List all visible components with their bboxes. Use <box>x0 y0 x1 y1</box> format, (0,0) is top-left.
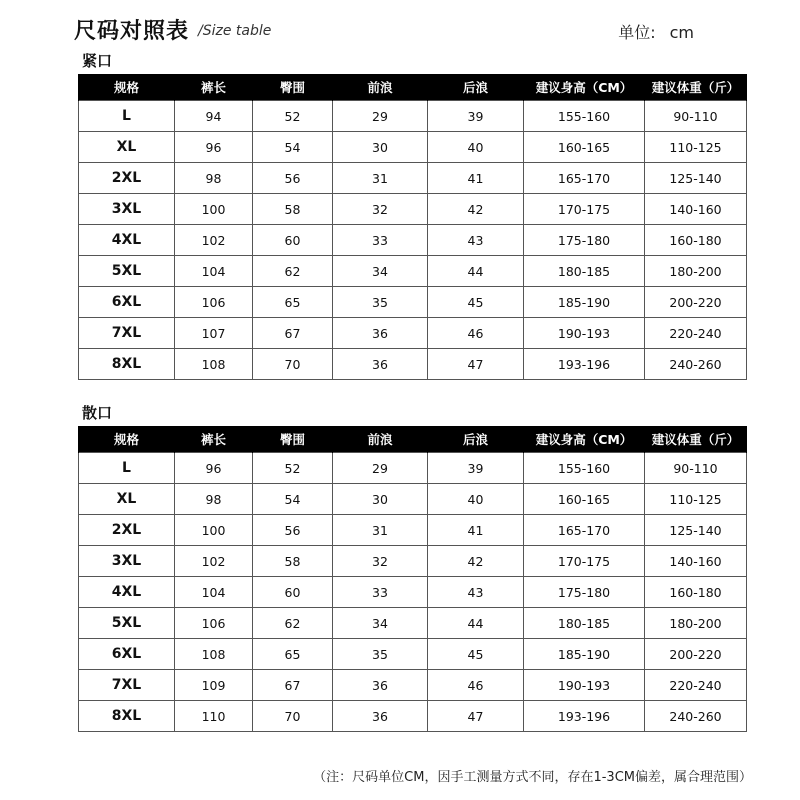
footnote: （注：尺码单位CM，因手工测量方式不同，存在1-3CM偏差，属合理范围） <box>313 770 752 785</box>
table-cell: 155-160 <box>524 453 645 484</box>
table-cell: 34 <box>333 256 428 287</box>
table-cell: 56 <box>253 163 333 194</box>
table-cell: 104 <box>175 256 253 287</box>
table-cell: 56 <box>253 515 333 546</box>
table-row <box>79 701 747 732</box>
col-header: 建议身高（CM） <box>524 426 645 453</box>
table-cell: 90-110 <box>645 101 747 132</box>
col-header: 建议身高（CM） <box>524 74 645 101</box>
size-table-loose <box>78 426 747 732</box>
col-header: 后浪 <box>428 426 524 453</box>
table-cell: 65 <box>253 287 333 318</box>
table-header-row <box>79 74 747 101</box>
table-cell: 32 <box>333 546 428 577</box>
table-cell: 60 <box>253 225 333 256</box>
table-cell: 62 <box>253 256 333 287</box>
table-row <box>79 515 747 546</box>
table-row <box>79 349 747 380</box>
table-cell: 35 <box>333 639 428 670</box>
table-row <box>79 318 747 349</box>
table-cell: 30 <box>333 132 428 163</box>
table-cell: 33 <box>333 225 428 256</box>
table-cell: 175-180 <box>524 225 645 256</box>
table-row <box>79 225 747 256</box>
table-row <box>79 484 747 515</box>
table-cell: 30 <box>333 484 428 515</box>
col-header: 后浪 <box>428 74 524 101</box>
table-cell: 36 <box>333 349 428 380</box>
table-cell: 36 <box>333 318 428 349</box>
table-cell: 125-140 <box>645 515 747 546</box>
table-cell: 110 <box>175 701 253 732</box>
table-cell: 33 <box>333 577 428 608</box>
table-cell: 185-190 <box>524 287 645 318</box>
size-cell: L <box>79 453 175 484</box>
size-cell: 7XL <box>79 670 175 701</box>
table-cell: 109 <box>175 670 253 701</box>
size-cell: 7XL <box>79 318 175 349</box>
table-cell: 108 <box>175 639 253 670</box>
table-cell: 42 <box>428 194 524 225</box>
table-cell: 220-240 <box>645 670 747 701</box>
table-cell: 102 <box>175 546 253 577</box>
table-cell: 98 <box>175 484 253 515</box>
table-cell: 180-200 <box>645 608 747 639</box>
table-cell: 100 <box>175 515 253 546</box>
table-cell: 106 <box>175 608 253 639</box>
table-cell: 125-140 <box>645 163 747 194</box>
table-row <box>79 608 747 639</box>
size-cell: 6XL <box>79 287 175 318</box>
table-cell: 39 <box>428 453 524 484</box>
size-cell: 8XL <box>79 349 175 380</box>
table-row <box>79 163 747 194</box>
table-cell: 160-180 <box>645 577 747 608</box>
table-cell: 46 <box>428 318 524 349</box>
table-cell: 200-220 <box>645 287 747 318</box>
table-cell: 67 <box>253 318 333 349</box>
table-row <box>79 132 747 163</box>
size-cell: XL <box>79 484 175 515</box>
size-cell: 4XL <box>79 577 175 608</box>
col-header: 裤长 <box>175 74 253 101</box>
size-cell: 8XL <box>79 701 175 732</box>
section-title-loose: 散口 <box>82 404 113 422</box>
table-cell: 165-170 <box>524 163 645 194</box>
table-cell: 40 <box>428 132 524 163</box>
col-header: 规格 <box>79 74 175 101</box>
table-cell: 60 <box>253 577 333 608</box>
table-row <box>79 670 747 701</box>
table-cell: 107 <box>175 318 253 349</box>
table-cell: 110-125 <box>645 484 747 515</box>
col-header: 前浪 <box>333 426 428 453</box>
table-cell: 108 <box>175 349 253 380</box>
table-row <box>79 194 747 225</box>
table-cell: 41 <box>428 515 524 546</box>
section-title-tight: 紧口 <box>82 52 113 70</box>
size-cell: 2XL <box>79 515 175 546</box>
title-row <box>74 14 754 48</box>
size-cell: 6XL <box>79 639 175 670</box>
table-cell: 170-175 <box>524 194 645 225</box>
table-cell: 96 <box>175 132 253 163</box>
table-cell: 29 <box>333 453 428 484</box>
table-row <box>79 453 747 484</box>
table-cell: 41 <box>428 163 524 194</box>
table-cell: 175-180 <box>524 577 645 608</box>
size-cell: L <box>79 101 175 132</box>
size-table-tight <box>78 74 747 380</box>
table-cell: 190-193 <box>524 670 645 701</box>
table-row <box>79 639 747 670</box>
table-cell: 43 <box>428 577 524 608</box>
unit-value: cm <box>669 23 694 42</box>
table-cell: 31 <box>333 163 428 194</box>
table-cell: 193-196 <box>524 349 645 380</box>
table-cell: 220-240 <box>645 318 747 349</box>
table-cell: 100 <box>175 194 253 225</box>
table-cell: 240-260 <box>645 349 747 380</box>
col-header: 臀围 <box>253 74 333 101</box>
table-cell: 43 <box>428 225 524 256</box>
size-cell: XL <box>79 132 175 163</box>
table-cell: 54 <box>253 132 333 163</box>
table-cell: 104 <box>175 577 253 608</box>
table-cell: 170-175 <box>524 546 645 577</box>
table-cell: 47 <box>428 701 524 732</box>
table-cell: 200-220 <box>645 639 747 670</box>
table-cell: 44 <box>428 608 524 639</box>
table-cell: 165-170 <box>524 515 645 546</box>
table-cell: 52 <box>253 453 333 484</box>
table-cell: 110-125 <box>645 132 747 163</box>
table-cell: 98 <box>175 163 253 194</box>
table-cell: 58 <box>253 546 333 577</box>
table-body <box>79 453 747 732</box>
table-cell: 102 <box>175 225 253 256</box>
table-cell: 180-200 <box>645 256 747 287</box>
table-cell: 193-196 <box>524 701 645 732</box>
table-cell: 240-260 <box>645 701 747 732</box>
col-header: 建议体重（斤） <box>645 74 747 101</box>
table-cell: 44 <box>428 256 524 287</box>
unit-indicator <box>618 20 694 43</box>
table-cell: 45 <box>428 639 524 670</box>
table-cell: 54 <box>253 484 333 515</box>
table-cell: 35 <box>333 287 428 318</box>
table-cell: 190-193 <box>524 318 645 349</box>
col-header: 前浪 <box>333 74 428 101</box>
table-cell: 52 <box>253 101 333 132</box>
table-cell: 106 <box>175 287 253 318</box>
table-cell: 62 <box>253 608 333 639</box>
col-header: 建议体重（斤） <box>645 426 747 453</box>
table-cell: 96 <box>175 453 253 484</box>
size-cell: 2XL <box>79 163 175 194</box>
table-cell: 180-185 <box>524 256 645 287</box>
table-cell: 180-185 <box>524 608 645 639</box>
table-row <box>79 101 747 132</box>
page-title: 尺码对照表 <box>74 19 190 44</box>
table-cell: 70 <box>253 349 333 380</box>
table-row <box>79 577 747 608</box>
table-cell: 46 <box>428 670 524 701</box>
col-header: 规格 <box>79 426 175 453</box>
table-cell: 67 <box>253 670 333 701</box>
table-row <box>79 546 747 577</box>
table-cell: 155-160 <box>524 101 645 132</box>
table-cell: 29 <box>333 101 428 132</box>
table-cell: 58 <box>253 194 333 225</box>
table-cell: 47 <box>428 349 524 380</box>
table-cell: 160-165 <box>524 132 645 163</box>
page-subtitle: /Size table <box>198 23 272 39</box>
table-cell: 31 <box>333 515 428 546</box>
table-cell: 42 <box>428 546 524 577</box>
table-cell: 36 <box>333 670 428 701</box>
table-cell: 39 <box>428 101 524 132</box>
col-header: 臀围 <box>253 426 333 453</box>
table-cell: 160-180 <box>645 225 747 256</box>
table-cell: 32 <box>333 194 428 225</box>
size-cell: 5XL <box>79 256 175 287</box>
size-cell: 3XL <box>79 546 175 577</box>
table-cell: 140-160 <box>645 194 747 225</box>
table-cell: 185-190 <box>524 639 645 670</box>
table-cell: 94 <box>175 101 253 132</box>
table-cell: 36 <box>333 701 428 732</box>
table-row <box>79 256 747 287</box>
table-header-row <box>79 426 747 453</box>
table-row <box>79 287 747 318</box>
size-cell: 5XL <box>79 608 175 639</box>
table-cell: 34 <box>333 608 428 639</box>
table-cell: 70 <box>253 701 333 732</box>
table-cell: 40 <box>428 484 524 515</box>
table-cell: 45 <box>428 287 524 318</box>
size-cell: 3XL <box>79 194 175 225</box>
unit-label: 单位: <box>618 23 656 42</box>
table-cell: 140-160 <box>645 546 747 577</box>
size-cell: 4XL <box>79 225 175 256</box>
col-header: 裤长 <box>175 426 253 453</box>
table-cell: 160-165 <box>524 484 645 515</box>
table-body <box>79 101 747 380</box>
table-cell: 65 <box>253 639 333 670</box>
table-cell: 90-110 <box>645 453 747 484</box>
